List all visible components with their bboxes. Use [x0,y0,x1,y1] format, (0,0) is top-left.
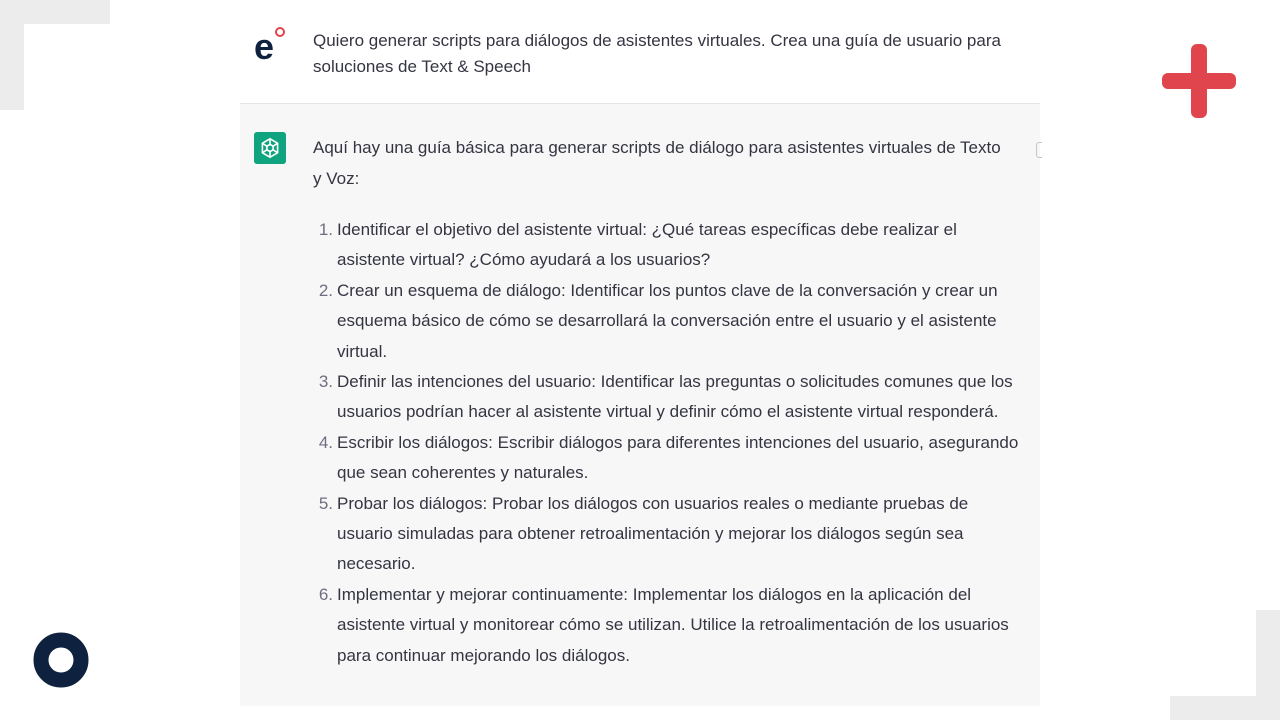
list-item [318,489,1027,580]
list-item-text: Implementar y mejorar continuamente: Implementar los diálogos en la aplicación del asistente virtual y monitorear cómo se utilizan. Utilice la retroalimentación de los usuarios para continuar mejorando los diálogos. [337,584,1009,665]
list-item-number: 3. [318,372,333,392]
list-item-number: 6. [318,584,333,604]
plus-icon [1160,42,1238,120]
list-item-number: 5. [318,493,333,513]
user-message-row [240,0,1040,104]
list-item-number: 4. [318,432,333,452]
list-item-text: Escribir los diálogos: Escribir diálogos para diferentes intenciones del usuario, asegurando que sean coherentes y naturales. [337,432,1019,483]
copy-icon[interactable] [1036,142,1042,158]
assistant-message-row [240,104,1040,706]
assistant-intro-text: Aquí hay una guía básica para generar scripts de diálogo para asistentes virtuales de Texto y Voz: [313,138,1001,188]
user-message-text: Quiero generar scripts para diálogos de asistentes virtuales. Crea una guía de usuario para soluciones de Text & Speech [313,31,1001,76]
e-logo-icon [252,24,288,64]
list-item-number: 2. [318,280,333,300]
svg-text:e: e [254,26,275,64]
chat-thread [240,0,1040,706]
list-item-text: Identificar el objetivo del asistente virtual: ¿Qué tareas específicas debe realizar el asistente virtual? ¿Cómo ayudará a los usuarios? [337,220,957,270]
ring-icon [33,632,89,688]
steps-list [318,215,1027,671]
list-item [318,580,1027,671]
list-item [318,367,1027,428]
openai-logo-icon [258,136,282,160]
corner-decoration-bottom-right-cutout [1170,610,1256,696]
list-item-text: Crear un esquema de diálogo: Identificar los puntos clave de la conversación y crear un esquema básico de cómo se desarrollará la conversación entre el usuario y el asistente virtual. [337,280,998,361]
list-item [318,276,1027,367]
list-item [318,428,1027,489]
list-item-text: Probar los diálogos: Probar los diálogos con usuarios reales o mediante pruebas de usuario simuladas para obtener retroalimentación y mejorar los diálogos según sea necesario. [337,493,969,574]
list-item-number: 1. [318,220,333,239]
assistant-avatar [254,132,286,164]
corner-decoration-top-left-cutout [24,24,110,110]
list-item-text: Definir las intenciones del usuario: Identificar las preguntas o solicitudes comunes que los usuarios podrían hacer al asistente virtual y definir cómo el asistente virtual responderá. [337,372,1013,422]
list-item [318,215,1027,276]
